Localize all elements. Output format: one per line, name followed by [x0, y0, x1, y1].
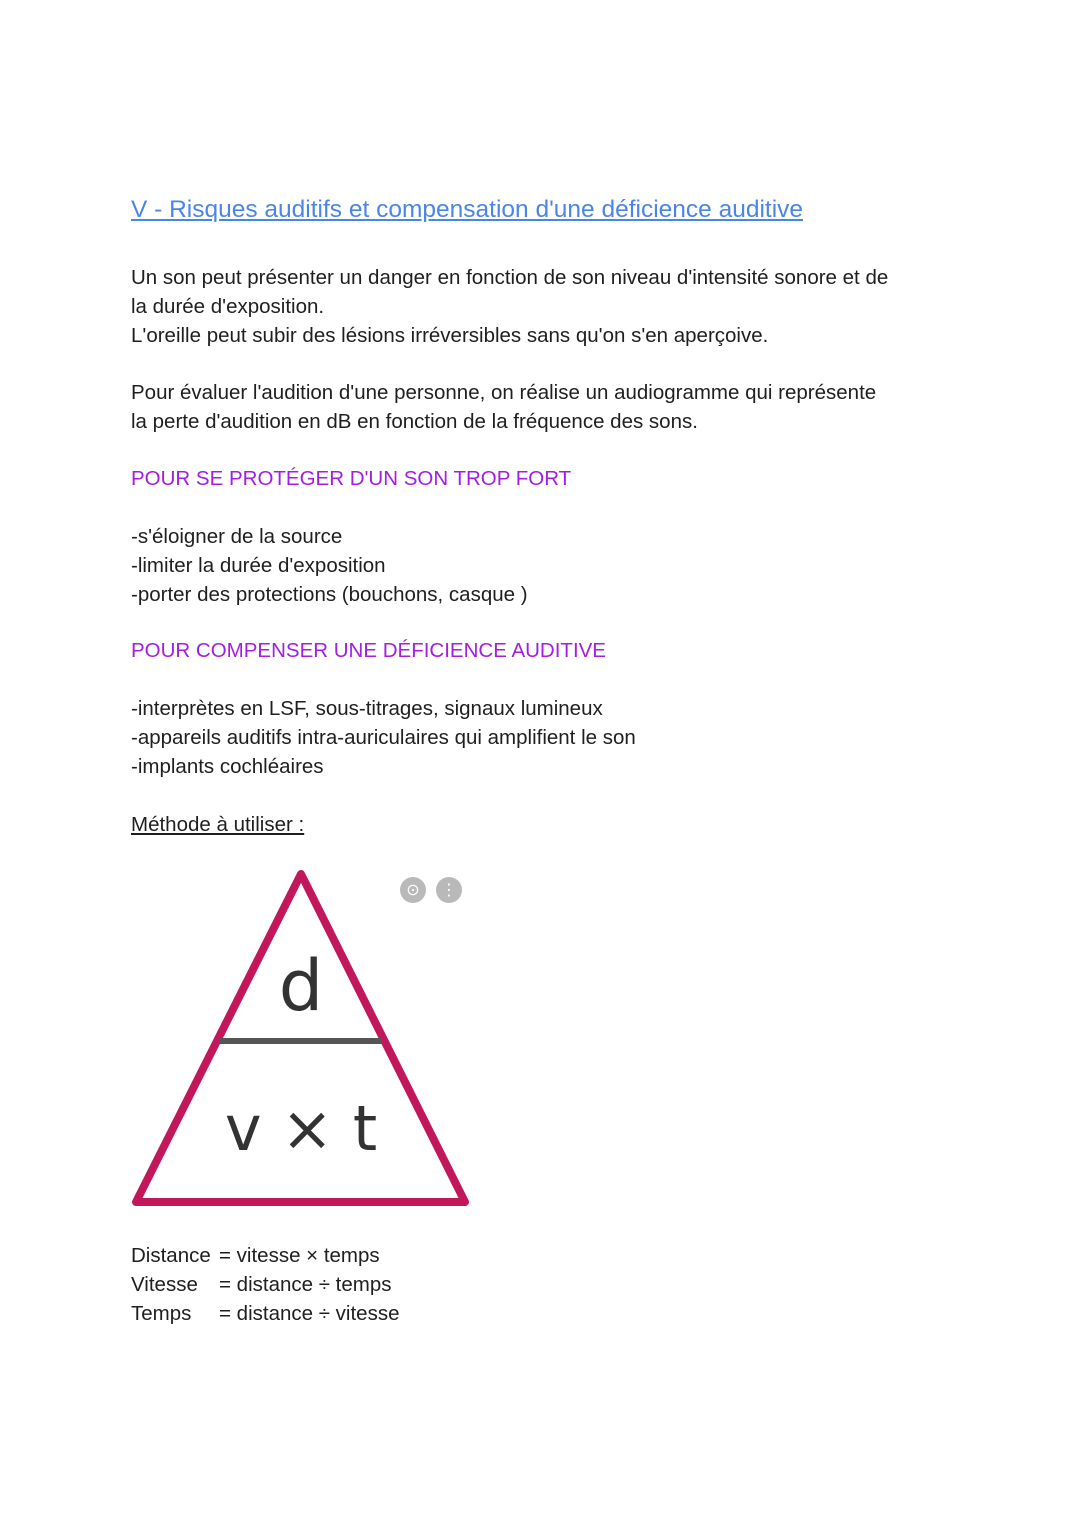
more-options-icon[interactable]: ⋮ — [436, 877, 462, 903]
crop-icon[interactable]: ⊙ — [400, 877, 426, 903]
formula-row — [131, 1241, 399, 1270]
audiogram-line: la perte d'audition en dB en fonction de la fréquence des sons. — [131, 410, 698, 433]
formula-list — [131, 1241, 399, 1328]
formula-row — [131, 1299, 399, 1328]
protect-list — [131, 522, 528, 609]
intro-paragraph — [131, 263, 888, 350]
compensate-list — [131, 694, 636, 781]
triangle-top-label: d — [278, 945, 324, 1027]
intro-line: la durée d'exposition. — [131, 295, 325, 318]
formula-expression: = distance ÷ temps — [219, 1273, 392, 1296]
protect-heading: POUR SE PROTÉGER D'UN SON TROP FORT — [131, 467, 572, 490]
compensate-heading: POUR COMPENSER UNE DÉFICIENCE AUDITIVE — [131, 639, 606, 662]
formula-label: Temps — [131, 1302, 192, 1325]
list-item: -s'éloigner de la source — [131, 525, 343, 548]
triangle-bottom-label: v × t — [224, 1092, 378, 1165]
list-item: -implants cochléaires — [131, 755, 324, 778]
audiogram-paragraph — [131, 378, 876, 436]
list-item: -porter des protections (bouchons, casque ) — [131, 583, 528, 606]
intro-line: L'oreille peut subir des lésions irréversibles sans qu'on s'en aperçoive. — [131, 324, 769, 347]
formula-expression: = vitesse × temps — [219, 1244, 380, 1267]
section-title: V - Risques auditifs et compensation d'une déficience auditive — [131, 196, 804, 223]
list-item: -appareils auditifs intra-auriculaires qui amplifient le son — [131, 726, 636, 749]
dvt-triangle-diagram[interactable] — [128, 864, 478, 1214]
audiogram-line: Pour évaluer l'audition d'une personne, on réalise un audiogramme qui représente — [131, 381, 877, 404]
formula-label: Distance — [131, 1244, 211, 1267]
list-item: -interprètes en LSF, sous-titrages, signaux lumineux — [131, 697, 603, 720]
formula-label: Vitesse — [131, 1273, 198, 1296]
formula-row — [131, 1270, 399, 1299]
intro-line: Un son peut présenter un danger en fonction de son niveau d'intensité sonore et de — [131, 266, 889, 289]
formula-expression: = distance ÷ vitesse — [219, 1302, 400, 1325]
method-label: Méthode à utiliser : — [131, 813, 305, 836]
list-item: -limiter la durée d'exposition — [131, 554, 386, 577]
